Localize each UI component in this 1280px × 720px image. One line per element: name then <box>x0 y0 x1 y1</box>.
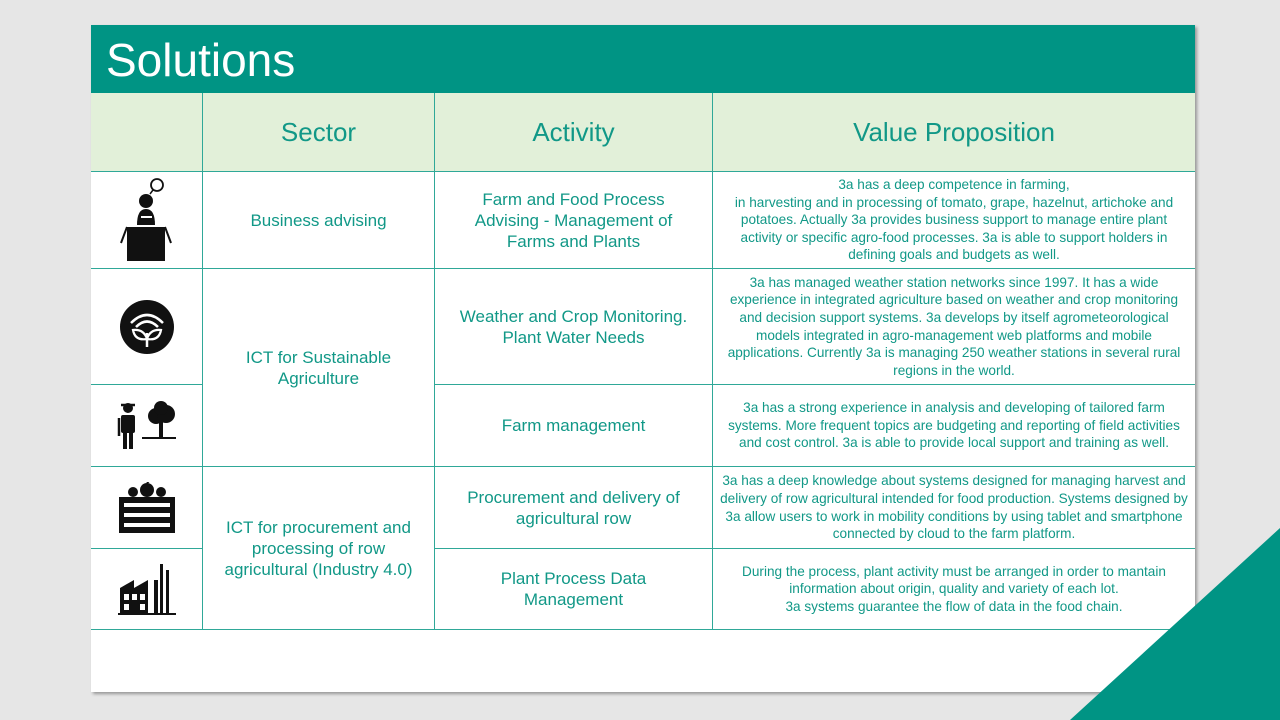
value-proposition-text: 3a has a deep competence in farming, in harvesting and in processing of tomato, grape, hazelnut, artichoke and potatoes. Actually 3a provides business support to manage entire plant activity or specific agro-food processes. 3a is able to support holders in defining goals and budgets as well. <box>734 177 1174 263</box>
title-bar <box>91 25 1195 93</box>
activity-cell: Weather and Crop Monitoring. Plant Water Needs <box>435 269 713 385</box>
activity-cell: Plant Process Data Management <box>435 549 713 630</box>
solutions-table <box>91 93 1195 630</box>
header-activity: Activity <box>435 93 713 172</box>
value-proposition-text: 3a has a deep knowledge about systems designed for managing harvest and delivery of row agricultural intended for food production. Systems designed by 3a allow users to work in mobility conditions by using tablet and smartphone connected by cloud to the farm platform. <box>720 473 1188 542</box>
value-proposition-text: 3a has managed weather station networks since 1997. It has a wide experience in integrated agriculture based on weather and crop monitoring and decision support systems. 3a develops by itself agrometeorological models integrated in agro-management web platforms and mobile applications. Currently 3a is managing 250 weather stations in several rural regions in the world. <box>727 274 1181 378</box>
row-icon-cell <box>91 385 203 467</box>
header-value-proposition: Value Proposition <box>713 93 1195 172</box>
value-proposition-cell <box>713 172 1195 269</box>
slide <box>91 25 1195 692</box>
row-icon-cell <box>91 549 203 630</box>
header-sector: Sector <box>203 93 435 172</box>
activity-cell: Procurement and delivery of agricultural row <box>435 467 713 549</box>
value-proposition-text: During the process, plant activity must be arranged in order to mantain information about origin, quality and variety of each lot. 3a systems guarantee the flow of data in the food chain. <box>742 563 1166 614</box>
business-advisor-icon <box>117 177 177 263</box>
value-proposition-cell <box>713 269 1195 385</box>
value-proposition-text: 3a has a strong experience in analysis and developing of tailored farm systems. More frequent topics are budgeting and reporting of field activities and cost control. 3a is able to provide local support and training as well. <box>728 400 1180 451</box>
value-proposition-cell <box>713 385 1195 467</box>
produce-crate-icon <box>117 482 177 534</box>
sector-business-advising: Business advising <box>203 172 435 269</box>
sector-ict-sustainable-agriculture: ICT for Sustainable Agriculture <box>203 269 435 467</box>
activity-cell: Farm management <box>435 385 713 467</box>
crop-monitoring-icon <box>119 299 175 355</box>
sector-ict-procurement: ICT for procurement and processing of row agricultural (Industry 4.0) <box>203 467 435 630</box>
slide-title: Solutions <box>106 34 296 86</box>
farmer-tree-icon <box>116 398 178 454</box>
row-icon-cell <box>91 269 203 385</box>
factory-plant-icon <box>118 562 176 616</box>
row-icon-cell <box>91 467 203 549</box>
activity-cell: Farm and Food Process Advising - Management of Farms and Plants <box>435 172 713 269</box>
row-icon-cell <box>91 172 203 269</box>
corner-triangle-decoration <box>1070 528 1280 720</box>
header-icon-column <box>91 93 203 172</box>
